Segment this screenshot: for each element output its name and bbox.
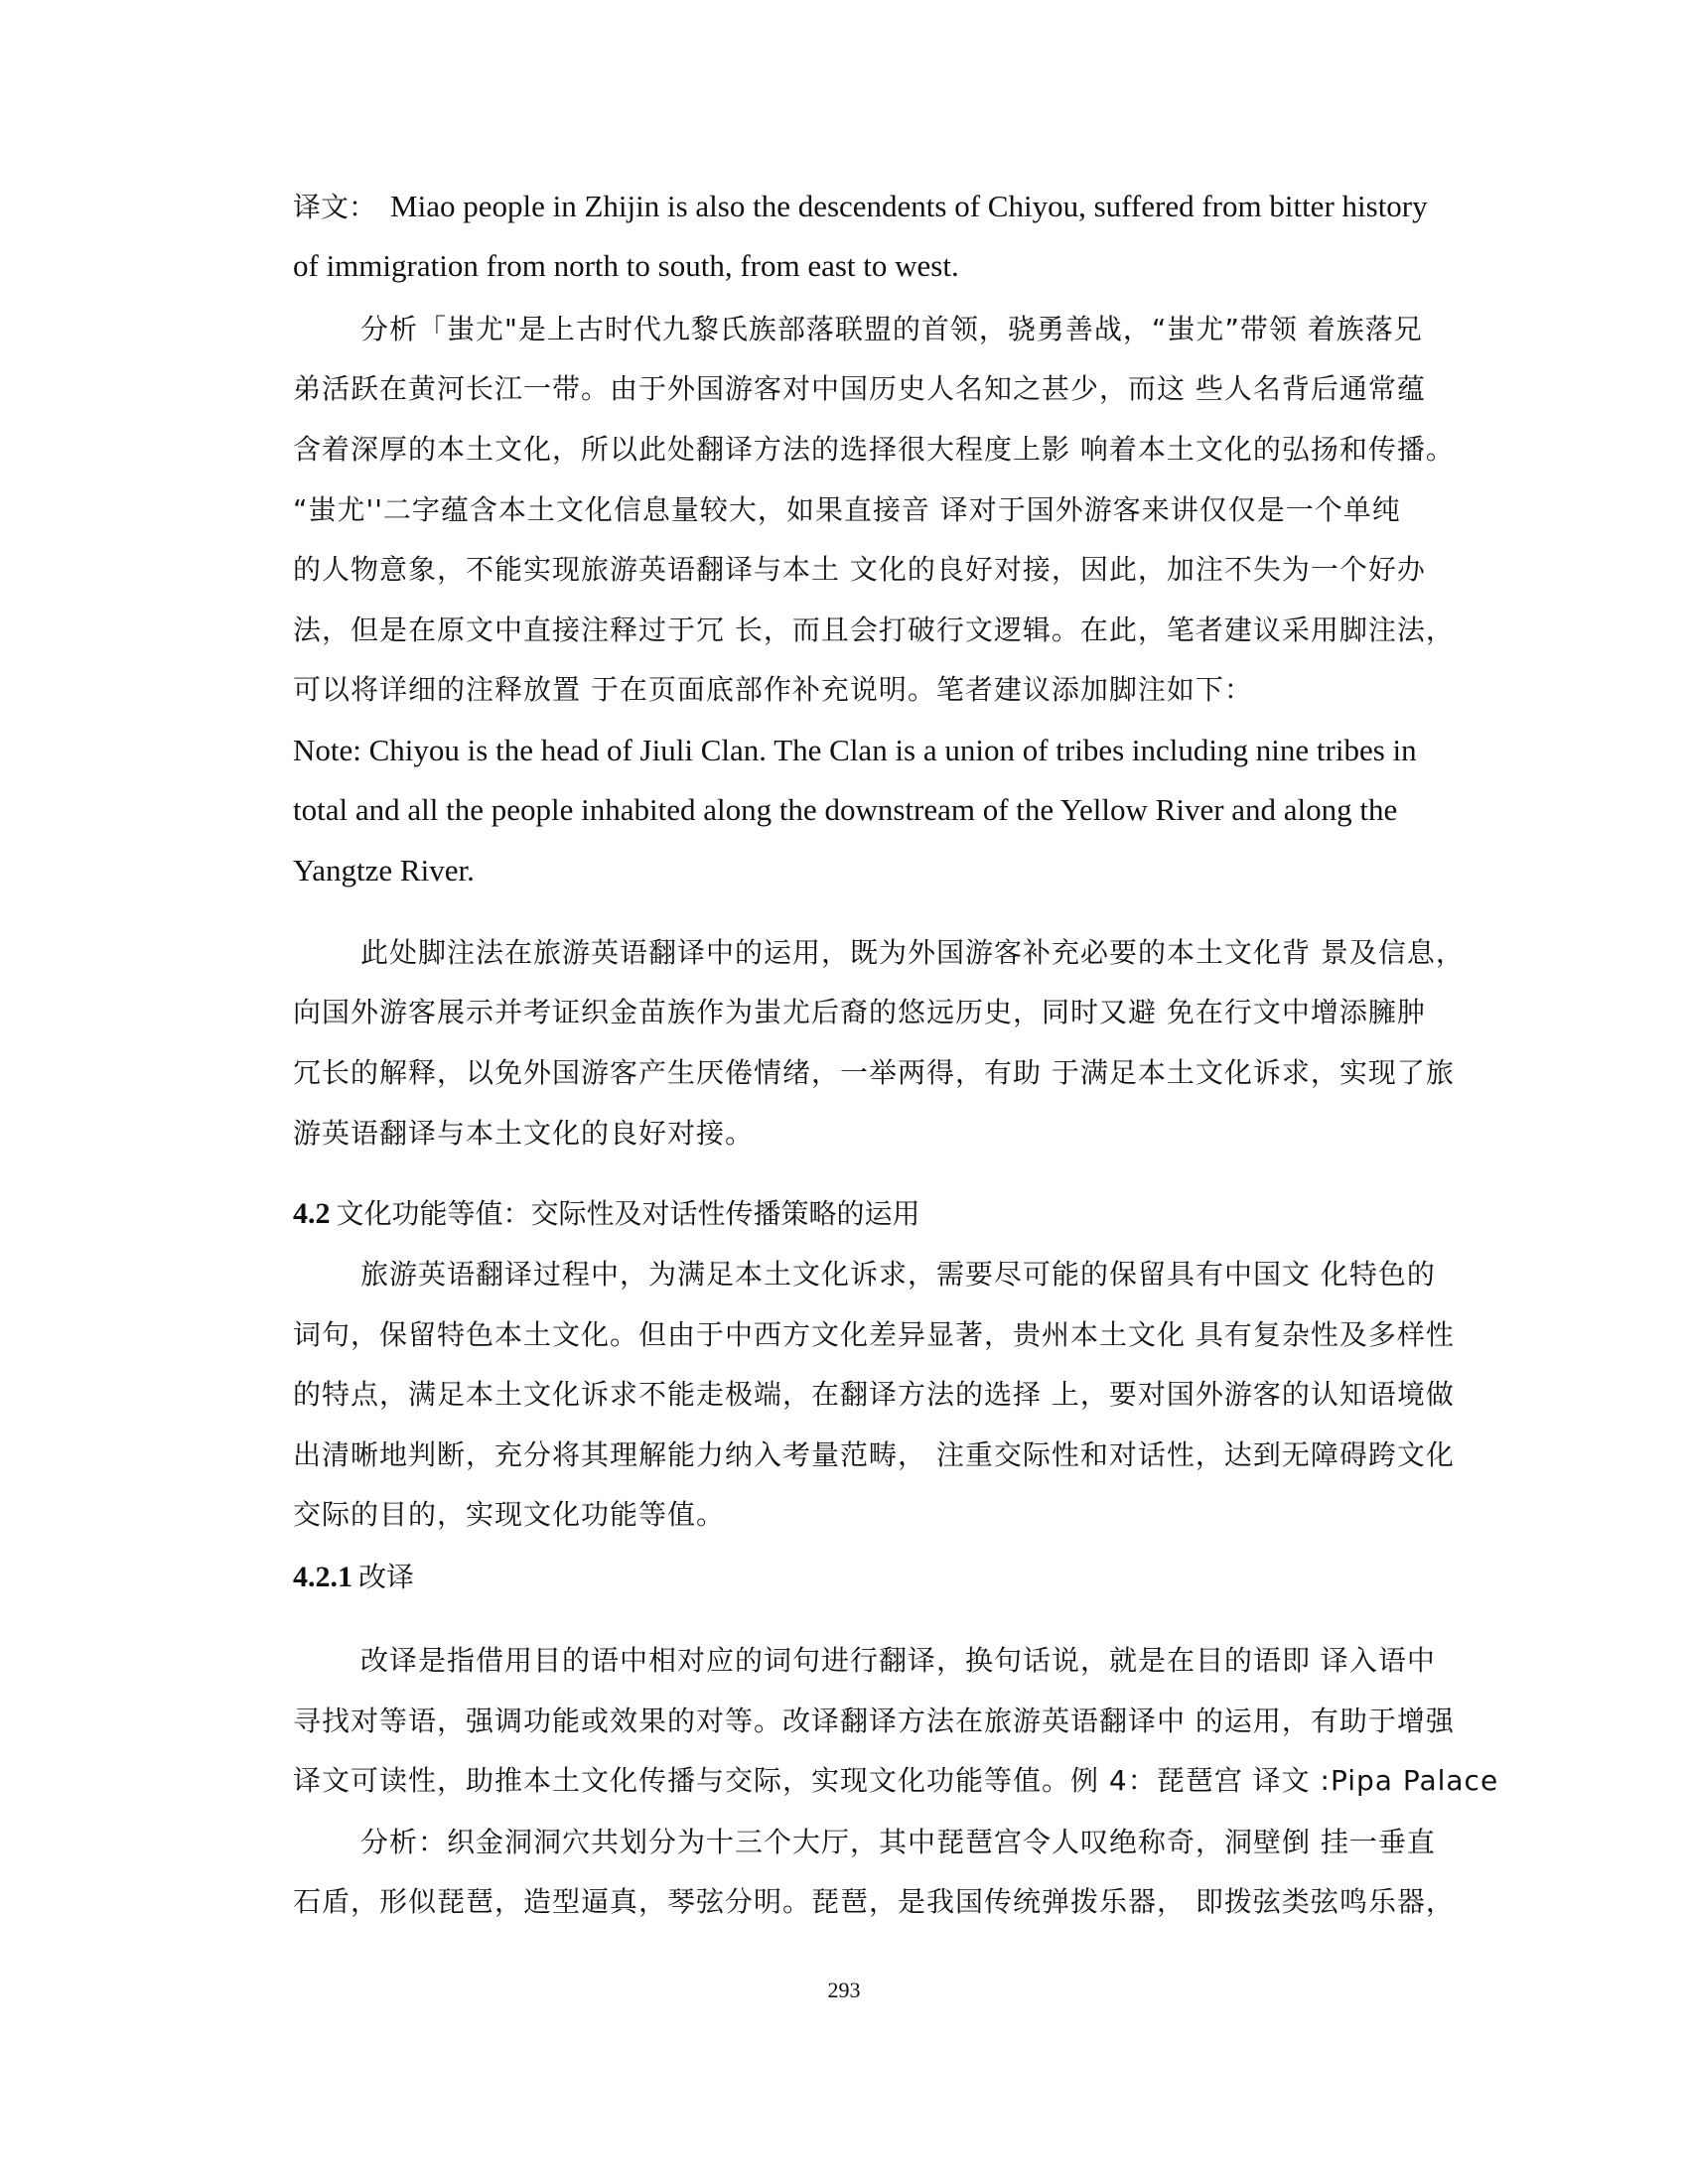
translation-label: 译文：	[293, 191, 377, 223]
analysis1-line-7: 可以将详细的注释放置 于在页面底部作补充说明。笔者建议添加脚注如下：	[293, 673, 1253, 706]
section-4-2-title: 文化功能等值：交际性及对话性传播策略的运用	[336, 1197, 920, 1230]
translation-line-1	[293, 187, 1428, 226]
section-4-2-number: 4.2	[293, 1197, 331, 1230]
section-4-2-1-heading	[293, 1558, 414, 1597]
analysis2-line-3: 冗长的解释，以免外国游客产生厌倦情绪，一举两得，有助 于满足本土文化诉求，实现了旅	[293, 1056, 1455, 1089]
section-4-2-line-3: 的特点，满足本土文化诉求不能走极端，在翻译方法的选择 上，要对国外游客的认知语境做	[293, 1378, 1455, 1411]
analysis2-line-4: 游英语翻译与本土文化的良好对接。	[293, 1117, 755, 1150]
section-4-2-line-5: 交际的目的，实现文化功能等值。	[293, 1498, 726, 1531]
analysis1-line-3: 含着深厚的本土文化，所以此处翻译方法的选择很大程度上影 响着本土文化的弘扬和传播。	[293, 433, 1455, 466]
analysis3-line-2: 石盾，形似琵琶，造型逼真，琴弦分明。琵琶，是我国传统弹拨乐器， 即拨弦类弦鸣乐器，	[293, 1885, 1455, 1918]
section-4-2-line-4: 出清晰地判断，充分将其理解能力纳入考量范畴， 注重交际性和对话性，达到无障碍跨文化	[293, 1438, 1455, 1471]
section-4-2-1-line-1: 改译是指借用目的语中相对应的词句进行翻译，换句话说，就是在目的语即 译入语中	[360, 1644, 1436, 1677]
page-number: 293	[827, 1978, 861, 2002]
translation-text-1: Miao people in Zhijin is also the descendents of Chiyou, suffered from bitter history	[390, 189, 1428, 223]
section-4-2-1-title: 改译	[358, 1561, 415, 1593]
section-4-2-line-1: 旅游英语翻译过程中，为满足本土文化诉求，需要尽可能的保留具有中国文 化特色的	[360, 1258, 1436, 1291]
analysis1-line-4: “蚩尤''二字蕴含本土文化信息量较大，如果直接音 译对于国外游客来讲仅仅是一个单纯	[293, 493, 1401, 526]
translation-line-2: of immigration from north to south, from east to west.	[293, 248, 959, 283]
section-4-2-line-2: 词句，保留特色本土文化。但由于中西方文化差异显著，贵州本土文化 具有复杂性及多样性	[293, 1318, 1455, 1351]
analysis3-line-1: 分析：织金洞洞穴共划分为十三个大厅，其中琵琶宫令人叹绝称奇，洞壁倒 挂一垂直	[360, 1826, 1436, 1858]
analysis2-line-2: 向国外游客展示并考证织金苗族作为蚩尤后裔的悠远历史，同时又避 免在行文中增添臃肿	[293, 996, 1426, 1028]
note-line-1: Note: Chiyou is the head of Jiuli Clan. The Clan is a union of tribes including nine tribes in	[293, 733, 1417, 767]
analysis1-line-6: 法，但是在原文中直接注释过于冗 长，而且会打破行文逻辑。在此，笔者建议采用脚注法，	[293, 614, 1455, 646]
analysis1-line-2: 弟活跃在黄河长江一带。由于外国游客对中国历史人名知之甚少，而这 些人名背后通常蕴	[293, 372, 1426, 405]
analysis1-line-5: 的人物意象，不能实现旅游英语翻译与本土 文化的良好对接，因此，加注不失为一个好办	[293, 553, 1426, 586]
analysis1-line-1: 分析「蚩尤"是上古时代九黎氏族部落联盟的首领，骁勇善战，“蚩尤”带领 着族落兄	[360, 313, 1423, 345]
note-line-2: total and all the people inhabited along the downstream of the Yellow River and along the	[293, 792, 1398, 827]
section-4-2-heading	[293, 1194, 920, 1234]
analysis2-line-1: 此处脚注法在旅游英语翻译中的运用，既为外国游客补充必要的本土文化背 景及信息，	[360, 936, 1465, 969]
section-4-2-1-line-2: 寻找对等语，强调功能或效果的对等。改译翻译方法在旅游英语翻译中 的运用，有助于增强	[293, 1705, 1455, 1737]
note-line-3: Yangtze River.	[293, 853, 475, 887]
section-4-2-1-number: 4.2.1	[293, 1561, 352, 1593]
section-4-2-1-line-3: 译文可读性，助推本土文化传播与交际，实现文化功能等值。例 4：琵琶宫 译文 :Pipa Palace	[293, 1764, 1499, 1797]
